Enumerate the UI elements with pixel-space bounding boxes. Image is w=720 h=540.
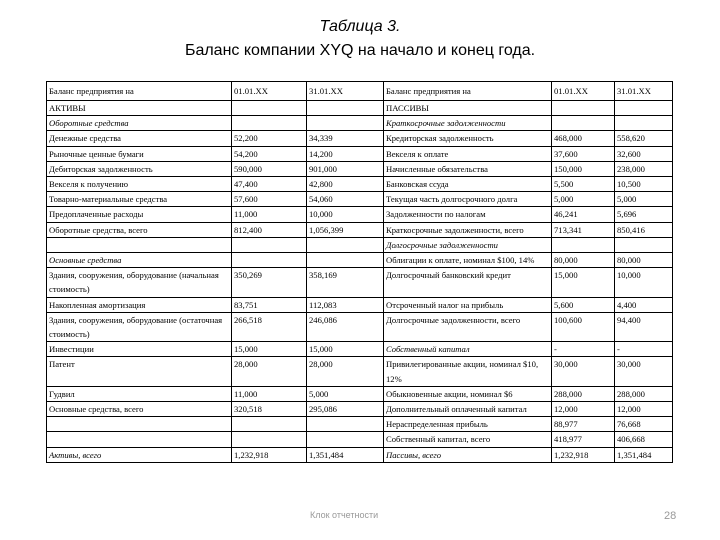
asset-label: Оборотные средства [47,116,232,131]
liability-label: Дополнительный оплаченный капитал [384,402,552,417]
liability-start-value: 5,500 [552,177,615,192]
liability-start-value: 30,000 [552,357,615,386]
asset-start-value: 57,600 [232,192,307,207]
table-row [47,402,673,417]
liability-label: ПАССИВЫ [384,101,552,116]
liability-end-value: 558,620 [615,131,673,146]
asset-start-value: 52,200 [232,131,307,146]
asset-end-value: 112,083 [307,297,384,312]
asset-label: Основные средства [47,253,232,268]
liability-label: Краткосрочные задолженности [384,116,552,131]
liability-start-value [552,237,615,252]
assets-end-date: 31.01.XX [307,82,384,101]
asset-end-value [307,253,384,268]
asset-end-value: 54,060 [307,192,384,207]
liability-end-value: 10,000 [615,268,673,297]
asset-label: Предоплаченные расходы [47,207,232,222]
liabilities-start-date: 01.01.XX [552,82,615,101]
table-row [47,357,673,386]
table-row [47,177,673,192]
table-row [47,432,673,447]
table-row [47,253,673,268]
asset-end-value [307,101,384,116]
liability-label: Собственный капитал, всего [384,432,552,447]
liability-start-value: 80,000 [552,253,615,268]
liability-end-value [615,116,673,131]
asset-label: Основные средства, всего [47,402,232,417]
asset-start-value [232,417,307,432]
table-row [47,417,673,432]
asset-end-value [307,417,384,432]
table-row [47,222,673,237]
assets-start-date: 01.01.XX [232,82,307,101]
liability-label: Нераспределенная прибыль [384,417,552,432]
liability-label: Векселя к оплате [384,146,552,161]
liability-end-value: 238,000 [615,161,673,176]
asset-end-value: 358,169 [307,268,384,297]
liability-end-value: 406,668 [615,432,673,447]
liability-label: Собственный капитал [384,342,552,357]
liability-end-value: 32,600 [615,146,673,161]
page-number: 28 [664,510,677,522]
liability-start-value: 15,000 [552,268,615,297]
asset-label: Инвестиции [47,342,232,357]
liability-start-value: 5,000 [552,192,615,207]
liability-start-value [552,116,615,131]
asset-end-value [307,237,384,252]
liability-label: Кредиторская задолженность [384,131,552,146]
asset-end-value: 34,339 [307,131,384,146]
asset-end-value: 5,000 [307,386,384,401]
asset-label: Здания, сооружения, оборудование (остаточная стоимость) [47,312,232,341]
table-caption: Таблица 3. [319,18,401,35]
table-row [47,447,673,462]
table-row [47,207,673,222]
asset-start-value: 54,200 [232,146,307,161]
liability-label: Пассивы, всего [384,447,552,462]
liability-end-value [615,237,673,252]
asset-label: Векселя к получению [47,177,232,192]
table-row [47,237,673,252]
liability-start-value: 100,600 [552,312,615,341]
asset-end-value: 1,351,484 [307,447,384,462]
liability-start-value [552,101,615,116]
liability-end-value: 30,000 [615,357,673,386]
liability-start-value: 418,977 [552,432,615,447]
liability-end-value: 850,416 [615,222,673,237]
table-row [47,297,673,312]
asset-start-value: 350,269 [232,268,307,297]
asset-start-value: 15,000 [232,342,307,357]
asset-start-value: 320,518 [232,402,307,417]
liability-end-value: 288,000 [615,386,673,401]
asset-label [47,237,232,252]
table-row [47,192,673,207]
asset-start-value: 47,400 [232,177,307,192]
asset-end-value [307,432,384,447]
asset-start-value [232,101,307,116]
asset-label: Гудвил [47,386,232,401]
asset-end-value: 15,000 [307,342,384,357]
liability-end-value: 94,400 [615,312,673,341]
table-row [47,386,673,401]
asset-label [47,417,232,432]
liability-label: Облигации к оплате, номинал $100, 14% [384,253,552,268]
asset-label: Патент [47,357,232,386]
table-row [47,342,673,357]
liability-label: Отсроченный налог на прибыль [384,297,552,312]
table-header-row [47,82,673,101]
table-row [47,146,673,161]
asset-label: Денежные средства [47,131,232,146]
liability-label: Долгосрочный банковский кредит [384,268,552,297]
asset-end-value: 10,000 [307,207,384,222]
table-row [47,131,673,146]
asset-label: Товарно-материальные средства [47,192,232,207]
asset-start-value: 1,232,918 [232,447,307,462]
asset-start-value: 812,400 [232,222,307,237]
liability-end-value [615,101,673,116]
liability-label: Задолженности по налогам [384,207,552,222]
liability-end-value: 4,400 [615,297,673,312]
asset-label: АКТИВЫ [47,101,232,116]
footer-text: Клок отчетности [310,510,379,520]
asset-end-value: 1,056,399 [307,222,384,237]
liability-start-value: 288,000 [552,386,615,401]
liability-start-value: 150,000 [552,161,615,176]
liabilities-end-date: 31.01.XX [615,82,673,101]
asset-label: Активы, всего [47,447,232,462]
table-row [47,312,673,341]
liability-end-value: 1,351,484 [615,447,673,462]
asset-label: Накопленная амортизация [47,297,232,312]
table-row [47,161,673,176]
liability-end-value: 10,500 [615,177,673,192]
asset-end-value: 14,200 [307,146,384,161]
asset-label: Оборотные средства, всего [47,222,232,237]
liability-label: Краткосрочные задолженности, всего [384,222,552,237]
asset-start-value: 28,000 [232,357,307,386]
asset-label: Рыночные ценные бумаги [47,146,232,161]
liability-end-value: - [615,342,673,357]
asset-start-value [232,253,307,268]
asset-label: Дебиторская задолженность [47,161,232,176]
liability-label: Текущая часть долгосрочного долга [384,192,552,207]
asset-end-value [307,116,384,131]
asset-label: Здания, сооружения, оборудование (начальная стоимость) [47,268,232,297]
page-title: Баланс компании XYQ на начало и конец года. [184,42,536,59]
asset-end-value: 295,086 [307,402,384,417]
asset-start-value: 11,000 [232,386,307,401]
asset-start-value: 83,751 [232,297,307,312]
liability-start-value: 5,600 [552,297,615,312]
asset-start-value: 11,000 [232,207,307,222]
liability-label: Начисленные обязательства [384,161,552,176]
asset-end-value: 42,800 [307,177,384,192]
liability-start-value: 46,241 [552,207,615,222]
asset-end-value: 246,086 [307,312,384,341]
table-row [47,268,673,297]
liability-start-value: 468,000 [552,131,615,146]
asset-start-value [232,116,307,131]
liability-label: Долгосрочные задолженности [384,237,552,252]
table-row [47,116,673,131]
liability-end-value: 80,000 [615,253,673,268]
asset-start-value: 266,518 [232,312,307,341]
liability-start-value: 713,341 [552,222,615,237]
liability-end-value: 5,696 [615,207,673,222]
asset-label [47,432,232,447]
asset-start-value [232,432,307,447]
liability-label: Банковская ссуда [384,177,552,192]
liability-end-value: 12,000 [615,402,673,417]
asset-start-value [232,237,307,252]
liability-label: Обыкновенные акции, номинал $6 [384,386,552,401]
liability-end-value: 5,000 [615,192,673,207]
liability-start-value: - [552,342,615,357]
liability-label: Привилегированные акции, номинал $10, 12% [384,357,552,386]
asset-end-value: 901,000 [307,161,384,176]
asset-start-value: 590,000 [232,161,307,176]
liability-start-value: 37,600 [552,146,615,161]
liability-start-value: 88,977 [552,417,615,432]
asset-end-value: 28,000 [307,357,384,386]
liability-label: Долгосрочные задолженности, всего [384,312,552,341]
liability-start-value: 12,000 [552,402,615,417]
liabilities-header-label: Баланс предприятия на [384,82,552,101]
table-row [47,101,673,116]
liability-start-value: 1,232,918 [552,447,615,462]
assets-header-label: Баланс предприятия на [47,82,232,101]
balance-sheet-table [46,81,673,463]
liability-end-value: 76,668 [615,417,673,432]
